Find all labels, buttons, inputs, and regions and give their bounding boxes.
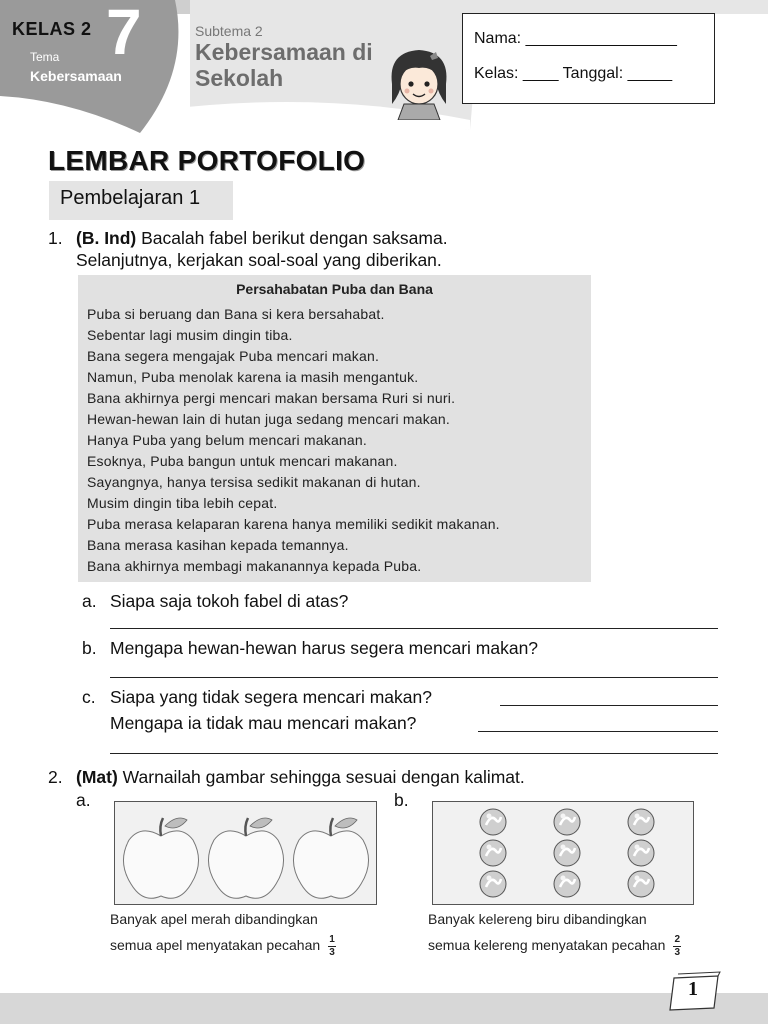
apple-icon[interactable] xyxy=(208,818,283,898)
apple-icon[interactable] xyxy=(123,818,198,898)
fraction-numerator: 1 xyxy=(329,934,335,945)
part-b-caption-text: semua kelereng menyatakan pecahan xyxy=(428,937,666,954)
marble-icon[interactable] xyxy=(554,871,580,897)
question-2-subject: (Mat) xyxy=(76,767,118,787)
answer-line-a[interactable] xyxy=(110,628,718,629)
lesson-label: Pembelajaran 1 xyxy=(60,187,201,209)
story-line: Sayangnya, hanya tersisa sedikit makanan di hutan. xyxy=(87,474,421,490)
subtheme-label: Subtema 2 xyxy=(195,23,263,39)
marble-icon[interactable] xyxy=(554,840,580,866)
fraction-denominator: 3 xyxy=(674,947,681,958)
sub-question-c-text2: Mengapa ia tidak mau mencari makan? xyxy=(110,713,417,733)
sub-question-a-text: Siapa saja tokoh fabel di atas? xyxy=(110,591,349,611)
question-1-instruction-line2: Selanjutnya, kerjakan soal-soal yang diberikan. xyxy=(76,250,442,270)
question-2-instruction-text: Warnailah gambar sehingga sesuai dengan kalimat. xyxy=(117,767,525,787)
part-b-letter: b. xyxy=(394,790,409,810)
apples-box xyxy=(114,801,377,905)
sub-question-a-letter: a. xyxy=(82,591,97,611)
story-line: Musim dingin tiba lebih cepat. xyxy=(87,495,278,511)
fraction-denominator: 3 xyxy=(329,947,335,958)
question-1-instruction xyxy=(76,228,448,249)
story-line: Bana segera mengajak Puba mencari makan. xyxy=(87,348,380,364)
marbles-box xyxy=(432,801,694,905)
story-line: Puba si beruang dan Bana si kera bersahabat. xyxy=(87,306,385,322)
page-number-badge xyxy=(668,968,728,1016)
marble-icon[interactable] xyxy=(480,840,506,866)
marble-icon[interactable] xyxy=(628,871,654,897)
story-line: Puba merasa kelaparan karena hanya memiliki sedikit makanan. xyxy=(87,516,500,532)
subtheme-title: Kebersamaan di Sekolah xyxy=(195,39,373,91)
sub-question-b-text: Mengapa hewan-hewan harus segera mencari makan? xyxy=(110,638,539,658)
sub-question-c-letter: c. xyxy=(82,687,96,707)
part-b-caption-line2 xyxy=(428,935,681,958)
part-a-caption-line2 xyxy=(110,935,336,958)
question-2-number: 2. xyxy=(48,767,63,787)
sub-question-b-letter: b. xyxy=(82,638,97,658)
story-line: Sebentar lagi musim dingin tiba. xyxy=(87,327,293,343)
story-title: Persahabatan Puba dan Bana xyxy=(236,281,433,297)
apples-drawing xyxy=(115,802,376,904)
answer-line-c3[interactable] xyxy=(110,753,718,754)
marble-icon[interactable] xyxy=(480,809,506,835)
apple-icon[interactable] xyxy=(293,818,368,898)
question-2-instruction xyxy=(76,767,525,788)
footer-bar xyxy=(0,993,768,1024)
girl-illustration xyxy=(384,44,454,120)
story-line: Bana akhirnya pergi mencari makan bersama Ruri si nuri. xyxy=(87,390,456,406)
story-line: Bana akhirnya membagi makanannya kepada Puba. xyxy=(87,558,422,574)
question-1-subject: (B. Ind) xyxy=(76,228,137,248)
question-1-instruction-line1: Bacalah fabel berikut dengan saksama. xyxy=(136,228,448,248)
theme-name: Kebersamaan xyxy=(30,68,122,84)
answer-line-c1[interactable] xyxy=(500,705,718,706)
part-a-letter: a. xyxy=(76,790,91,810)
grade-label: KELAS 2 xyxy=(12,19,92,39)
marble-icon[interactable] xyxy=(628,809,654,835)
answer-line-b[interactable] xyxy=(110,677,718,678)
page-number: 1 xyxy=(688,978,698,1000)
story-line: Esoknya, Puba bangun untuk mencari makanan. xyxy=(87,453,398,469)
theme-number: 7 xyxy=(106,0,142,68)
fraction-one-third xyxy=(328,935,336,958)
student-identity-box xyxy=(462,13,715,104)
page-title: LEMBAR PORTOFOLIO xyxy=(48,145,366,176)
sub-question-c-text: Siapa yang tidak segera mencari makan? xyxy=(110,687,432,707)
part-b-caption-line1: Banyak kelereng biru dibandingkan xyxy=(428,911,647,927)
story-line: Hewan-hewan lain di hutan juga sedang mencari makan. xyxy=(87,411,450,427)
marbles-drawing xyxy=(433,802,693,904)
story-line: Bana merasa kasihan kepada temannya. xyxy=(87,537,349,553)
fraction-two-thirds xyxy=(673,935,681,958)
story-line: Namun, Puba menolak karena ia masih mengantuk. xyxy=(87,369,419,385)
fraction-numerator: 2 xyxy=(674,934,681,945)
part-a-caption-text: semua apel menyatakan pecahan xyxy=(110,937,321,954)
answer-line-c2[interactable] xyxy=(478,731,718,732)
story-line: Hanya Puba yang belum mencari makanan. xyxy=(87,432,367,448)
theme-label: Tema xyxy=(30,50,60,64)
name-field-label[interactable]: Nama: _________________ xyxy=(474,30,677,47)
question-1-number: 1. xyxy=(48,228,63,248)
marble-icon[interactable] xyxy=(554,809,580,835)
class-date-field-label[interactable]: Kelas: ____ Tanggal: _____ xyxy=(474,65,673,82)
marble-icon[interactable] xyxy=(628,840,654,866)
part-a-caption-line1: Banyak apel merah dibandingkan xyxy=(110,911,318,927)
marble-icon[interactable] xyxy=(480,871,506,897)
